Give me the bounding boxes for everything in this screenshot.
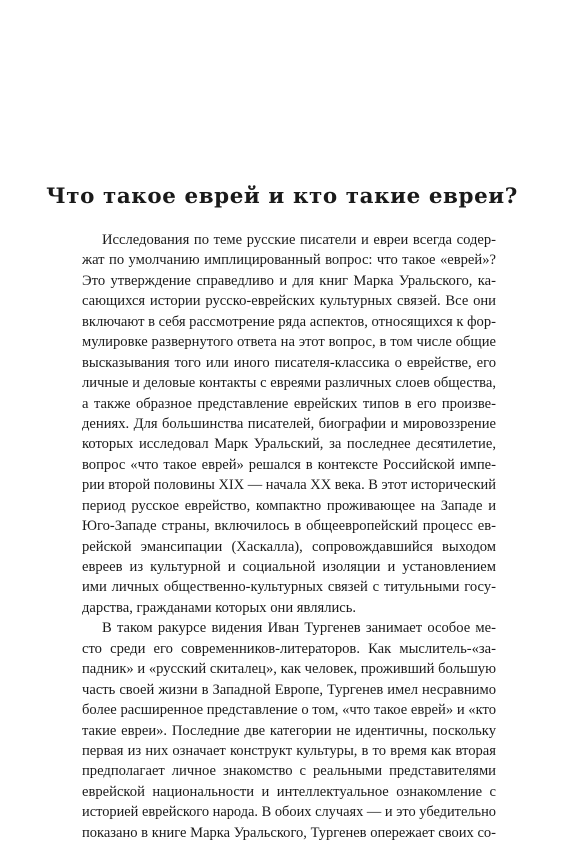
text-line: период русское еврейство, компактно проживающее на Западе и bbox=[82, 497, 496, 514]
text-line: а также образное представление еврейских типов в его произве- bbox=[82, 395, 496, 412]
text-line: часть своей жизни в Западной Европе, Тургенев имел несравнимо bbox=[82, 681, 496, 698]
text-line: дениях. Для большинства писателей, биографии и мировоззрение bbox=[82, 415, 496, 432]
text-line: первая из них означает конструкт культуры, в то время как вторая bbox=[82, 742, 496, 759]
text-line: сто среди его современников-литераторов. Как мыслитель-«за- bbox=[82, 640, 496, 657]
text-line: показано в книге Марка Уральского, Тургенев опережает своих со- bbox=[82, 824, 496, 841]
text-line: такие евреи». Последние две категории не идентичны, поскольку bbox=[82, 722, 496, 739]
text-line: падник» и «русский скиталец», как человек, проживший большую bbox=[82, 661, 496, 678]
chapter-title: Что такое еврей и кто такие евреи? bbox=[46, 184, 518, 209]
text-line: Это утверждение справедливо и для книг Марка Уральского, ка- bbox=[82, 272, 496, 289]
text-line: мулировке развернутого ответа на этот вопрос, в том числе общие bbox=[82, 334, 496, 351]
text-line: Юго-Западе страны, включилось в общеевропейский процесс ев- bbox=[82, 518, 496, 535]
text-line: еврейской национальности и интеллектуальное ознакомление с bbox=[82, 783, 496, 800]
text-line: жат по умолчанию имплицированный вопрос: что такое «еврей»? bbox=[82, 252, 496, 269]
text-line: Исследования по теме русские писатели и евреи всегда содер- bbox=[102, 232, 496, 248]
text-line: дарства, гражданами которых они являлись. bbox=[82, 599, 357, 616]
text-line: вопрос «что такое еврей» решался в контексте Российской импе- bbox=[82, 456, 496, 473]
text-line: историей еврейского народа. В обоих случаях — и это убедительно bbox=[82, 804, 496, 821]
body-text bbox=[82, 230, 496, 843]
text-line: включают в себя рассмотрение ряда аспектов, относящихся к фор- bbox=[82, 313, 496, 330]
text-line: В таком ракурсе видения Иван Тургенев занимает особое ме- bbox=[102, 620, 496, 637]
text-line: евреев из культурной и социальной изоляции и установлением bbox=[82, 559, 496, 575]
text-line: высказывания того или иного писателя-классика о еврействе, его bbox=[82, 354, 496, 371]
text-line: более расширенное представление о том, «что такое еврей» и «кто bbox=[82, 702, 496, 719]
text-line: ими личных общественно-культурных связей с титульными госу- bbox=[82, 579, 496, 596]
text-line: которых исследовал Марк Уральский, за последнее десятилетие, bbox=[82, 436, 496, 453]
text-line: рии второй половины XIX — начала XX века. В этот исторический bbox=[82, 477, 496, 494]
text-line: предполагает личное знакомство с реальными представителями bbox=[82, 763, 496, 780]
text-line: личные и деловые контакты с евреями различных слоев общества, bbox=[82, 375, 496, 392]
text-line: рейской эмансипации (Хаскалла), сопровождавшийся выходом bbox=[82, 538, 496, 555]
text-line: сающихся истории русско-еврейских культурных связей. Все они bbox=[82, 293, 496, 310]
